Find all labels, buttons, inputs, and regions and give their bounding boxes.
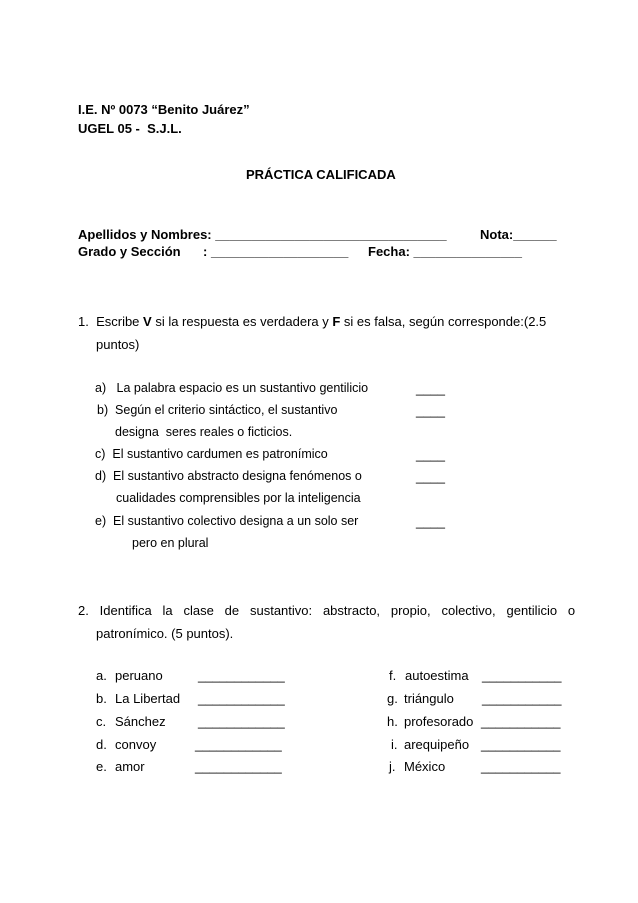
q1-points: puntos) [96, 337, 140, 352]
q2-blank-e[interactable]: ____________ [195, 759, 282, 774]
q1-blank-e[interactable]: ____ [416, 514, 445, 529]
q1-instruction [78, 314, 546, 329]
q2-word-a: peruano [115, 668, 163, 683]
q1-f: F [332, 314, 341, 329]
q2-letter-b: b. [96, 691, 107, 706]
q1-item-a: a) La palabra espacio es un sustantivo gentilicio [95, 381, 369, 395]
q2-word-c: Sánchez [115, 714, 166, 729]
q1-blank-b[interactable]: ____ [416, 403, 445, 418]
q2-blank-b[interactable]: ____________ [198, 691, 285, 706]
q2-letter-h: h. [387, 714, 398, 729]
q1-item-d-cont: cualidades comprensibles por la inteligencia [116, 491, 361, 505]
q2-word-f: autoestima [405, 668, 469, 683]
q1-v: V [143, 314, 152, 329]
school-name: I.E. Nº 0073 “Benito Juárez” [78, 102, 250, 117]
q1-text-mid: si la respuesta es verdadera y [151, 314, 333, 329]
q2-letter-g: g. [387, 691, 398, 706]
q2-letter-j: j. [389, 759, 396, 774]
q2-letter-e: e. [96, 759, 107, 774]
ugel-name: UGEL 05 - S.J.L. [78, 121, 182, 136]
q2-word-i: arequipeño [404, 737, 470, 752]
grade-label: Grado y Sección [78, 244, 181, 259]
q2-word-g: triángulo [404, 691, 454, 706]
q2-instruction: 2. Identifica la clase de sustantivo: abstracto, propio, colectivo, gentilicio o [78, 603, 576, 618]
q1-item-d: d) El sustantivo abstracto designa fenómenos o [95, 469, 362, 483]
q1-blank-a[interactable]: ____ [416, 381, 445, 396]
page-title: PRÁCTICA CALIFICADA [246, 167, 396, 182]
q2-word-h: profesorado [404, 714, 474, 729]
q2-word-d: convoy [115, 737, 157, 752]
q2-letter-c: c. [96, 714, 107, 729]
nota-field[interactable]: Nota:______ [480, 227, 557, 242]
q1-item-e-cont: pero en plural [132, 536, 209, 550]
q2-letter-i: i. [391, 737, 398, 752]
q2-blank-f[interactable]: ___________ [482, 668, 562, 683]
q2-blank-g[interactable]: ___________ [482, 691, 562, 706]
q2-blank-h[interactable]: ___________ [481, 714, 561, 729]
q2-word-e: amor [115, 759, 145, 774]
q2-blank-a[interactable]: ____________ [198, 668, 285, 683]
q2-letter-d: d. [96, 737, 107, 752]
names-field[interactable]: Apellidos y Nombres: ________________________________ [78, 227, 447, 242]
q2-points: patronímico. (5 puntos). [96, 626, 234, 641]
q2-blank-d[interactable]: ____________ [195, 737, 282, 752]
q1-item-b-cont: designa seres reales o ficticios. [115, 425, 293, 439]
q2-letter-f: f. [389, 668, 397, 683]
date-field[interactable]: Fecha: _______________ [368, 244, 522, 259]
q1-item-c: c) El sustantivo cardumen es patronímico [95, 447, 328, 461]
q2-blank-i[interactable]: ___________ [481, 737, 561, 752]
grade-field[interactable]: : ___________________ [203, 244, 349, 259]
q2-letter-a: a. [96, 668, 107, 683]
q2-blank-j[interactable]: ___________ [481, 759, 561, 774]
q1-blank-d[interactable]: ____ [416, 469, 445, 484]
q2-word-b: La Libertad [115, 691, 181, 706]
q1-item-e: e) El sustantivo colectivo designa a un solo ser [95, 514, 359, 528]
q2-blank-c[interactable]: ____________ [198, 714, 285, 729]
q2-word-j: México [404, 759, 446, 774]
q1-item-b: b) Según el criterio sintáctico, el sustantivo [97, 403, 338, 417]
q1-text-post: si es falsa, según corresponde:(2.5 [340, 314, 547, 329]
q1-blank-c[interactable]: ____ [416, 447, 445, 462]
q1-text-pre: 1. Escribe [78, 314, 144, 329]
